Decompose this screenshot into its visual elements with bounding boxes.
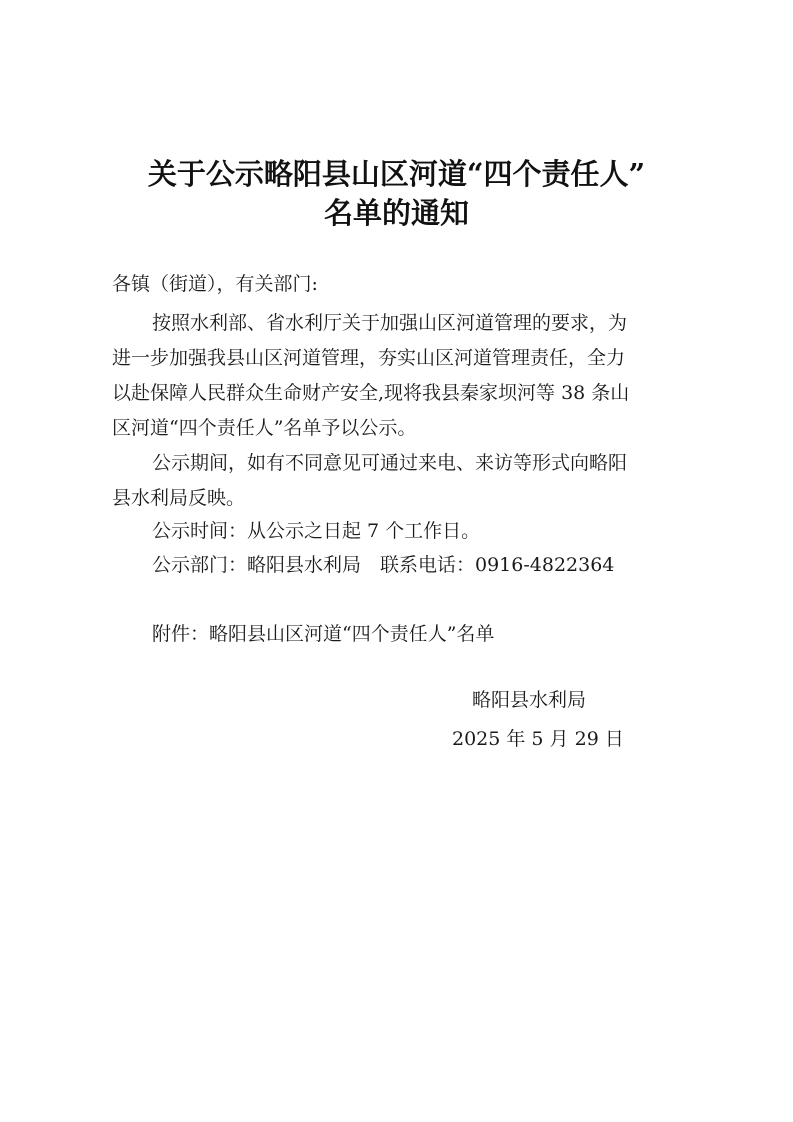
document-title-line-2: 名单的通知 — [323, 196, 469, 230]
body-line-4: 区河道“四个责任人”名单予以公示。 — [112, 417, 417, 439]
body-line-5: 公示期间，如有不同意见可通过来电、来访等形式向略阳 — [152, 452, 628, 474]
body-line-1: 按照水利部、省水利厅关于加强山区河道管理的要求，为 — [152, 312, 628, 334]
notice-department-contact: 公示部门：略阳县水利局 联系电话：0916-4822364 — [152, 554, 615, 576]
signature-date: 2025 年 5 月 29 日 — [452, 728, 624, 750]
attachment-line: 附件：略阳县山区河道“四个责任人”名单 — [152, 623, 495, 645]
body-line-2: 进一步加强我县山区河道管理，夯实山区河道管理责任，全力 — [112, 347, 626, 369]
document-title-line-1: 关于公示略阳县山区河道“四个责任人” — [147, 157, 646, 191]
salutation: 各镇（街道），有关部门: — [112, 273, 318, 295]
body-line-3: 以赴保障人民群众生命财产安全,现将我县秦家坝河等 38 条山 — [112, 382, 630, 404]
body-line-6: 县水利局反映。 — [112, 487, 246, 509]
notice-period: 公示时间：从公示之日起 7 个工作日。 — [152, 520, 481, 542]
signature-organization: 略阳县水利局 — [472, 689, 587, 711]
